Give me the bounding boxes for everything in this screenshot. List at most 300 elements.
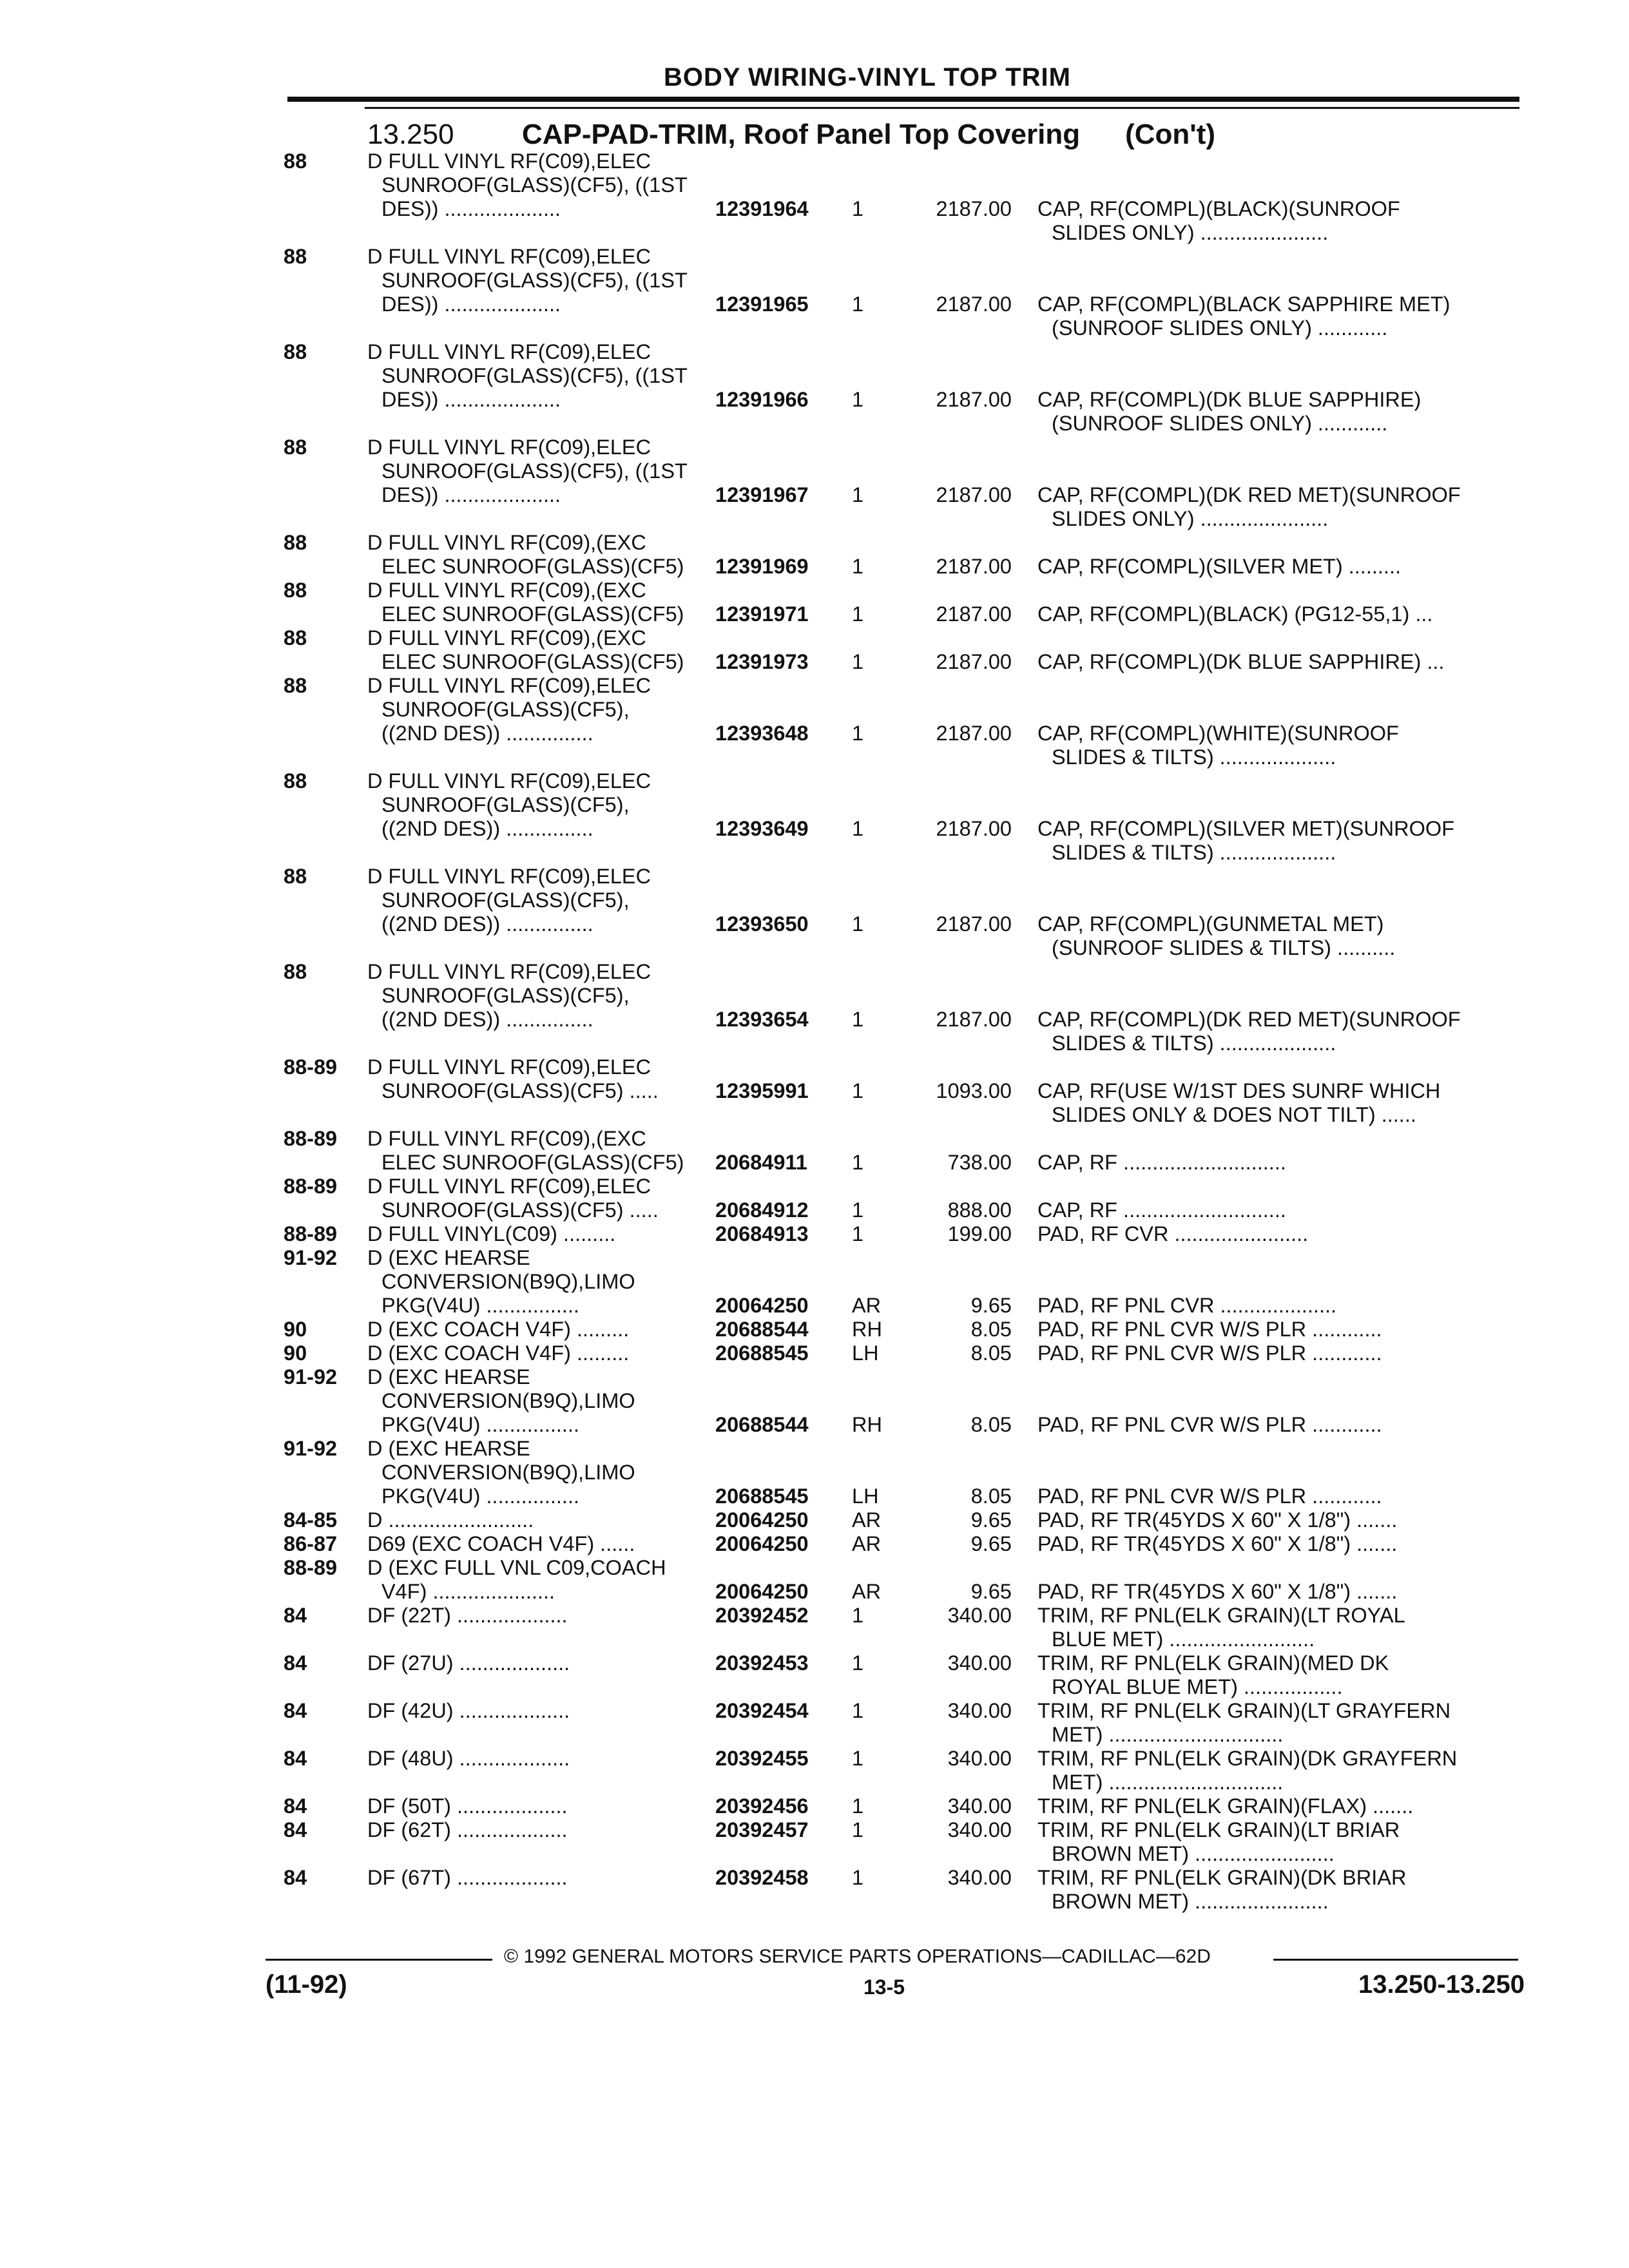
row-year: 88 <box>284 531 307 554</box>
row-description-line: DES)) .................... <box>381 483 561 506</box>
row-part-name-line: SLIDES & TILTS) .................... <box>1052 1032 1336 1055</box>
table-row <box>0 1866 1629 1914</box>
row-description-line: DF (48U) ................... <box>367 1747 570 1770</box>
row-part-name-line: TRIM, RF PNL(ELK GRAIN)(LT GRAYFERN <box>1037 1699 1451 1722</box>
row-description-line: ELEC SUNROOF(GLASS)(CF5) <box>381 650 684 673</box>
row-part-name <box>1037 722 1399 769</box>
row-part-name <box>1037 388 1421 436</box>
row-part-number: 20064250 <box>715 1532 809 1555</box>
row-price: 2187.00 <box>936 817 1012 840</box>
table-row <box>0 1437 1629 1508</box>
row-quantity: 1 <box>852 1008 864 1031</box>
row-part-name-line: CAP, RF(COMPL)(BLACK) (PG12-55,1) ... <box>1037 602 1433 626</box>
row-year: 88 <box>284 149 307 173</box>
row-description-line: ELEC SUNROOF(GLASS)(CF5) <box>381 602 684 626</box>
table-row <box>0 1318 1629 1341</box>
row-year: 88-89 <box>284 1556 338 1579</box>
row-quantity: AR <box>852 1294 882 1317</box>
row-part-number: 20688545 <box>715 1341 809 1365</box>
row-part-name-line: SLIDES ONLY) ...................... <box>1052 507 1329 530</box>
row-part-name <box>1037 1651 1389 1699</box>
row-year: 91-92 <box>284 1365 338 1389</box>
section-number: 13.250 <box>367 119 454 150</box>
row-description-line: DF (50T) ................... <box>367 1794 568 1818</box>
row-description <box>367 1246 635 1318</box>
row-quantity: 1 <box>852 1222 864 1245</box>
row-description-line: SUNROOF(GLASS)(CF5), <box>381 889 630 912</box>
row-year: 84 <box>284 1747 307 1770</box>
row-price: 340.00 <box>947 1604 1012 1627</box>
row-description <box>367 149 688 221</box>
row-description-line: ((2ND DES)) ............... <box>381 817 593 840</box>
row-part-name-line: CAP, RF(COMPL)(GUNMETAL MET) <box>1037 912 1384 936</box>
row-description <box>367 340 688 412</box>
row-price: 340.00 <box>947 1747 1012 1770</box>
row-description-line: DES)) .................... <box>381 293 561 316</box>
row-description <box>367 531 684 579</box>
row-description <box>367 1556 666 1604</box>
row-part-name-line: CAP, RF(COMPL)(DK BLUE SAPPHIRE) ... <box>1037 650 1445 673</box>
row-part-name-line: PAD, RF PNL CVR W/S PLR ............ <box>1037 1341 1382 1365</box>
row-price: 2187.00 <box>936 602 1012 626</box>
row-description <box>367 1866 568 1890</box>
row-description-line: ELEC SUNROOF(GLASS)(CF5) <box>381 555 684 578</box>
row-part-name-line: CAP, RF(COMPL)(SILVER MET)(SUNROOF <box>1037 817 1455 840</box>
table-row <box>0 674 1629 769</box>
row-description-line: D FULL VINYL RF(C09),ELEC <box>367 865 651 888</box>
row-description-line: D FULL VINYL RF(C09),ELEC <box>367 1175 651 1198</box>
row-quantity: 1 <box>852 602 864 626</box>
row-part-name-line: PAD, RF CVR ....................... <box>1037 1222 1309 1245</box>
row-description <box>367 674 651 745</box>
row-description-line: SUNROOF(GLASS)(CF5), ((1ST <box>381 173 688 197</box>
table-row <box>0 1246 1629 1318</box>
row-quantity: 1 <box>852 1151 864 1174</box>
row-description-line: ((2ND DES)) ............... <box>381 722 593 745</box>
row-part-number: 12391969 <box>715 555 809 578</box>
row-price: 8.05 <box>970 1413 1012 1436</box>
row-price: 2187.00 <box>936 1008 1012 1031</box>
row-part-name <box>1037 1485 1382 1508</box>
row-description-line: PKG(V4U) ................ <box>381 1294 580 1317</box>
row-description <box>367 579 684 626</box>
row-part-name <box>1037 817 1454 865</box>
row-part-name <box>1037 602 1432 626</box>
row-quantity: RH <box>852 1318 882 1341</box>
row-description-line: SUNROOF(GLASS)(CF5) ..... <box>381 1198 659 1222</box>
row-part-number: 20688544 <box>715 1413 809 1436</box>
row-part-number: 20392452 <box>715 1604 809 1627</box>
row-price: 888.00 <box>947 1198 1012 1222</box>
table-row <box>0 1175 1629 1222</box>
row-part-number: 20392454 <box>715 1699 809 1722</box>
row-part-number: 20064250 <box>715 1508 809 1532</box>
row-part-name <box>1037 1699 1451 1747</box>
row-part-name-line: TRIM, RF PNL(ELK GRAIN)(DK BRIAR <box>1037 1866 1407 1889</box>
row-description-line: CONVERSION(B9Q),LIMO <box>381 1461 635 1484</box>
table-row <box>0 626 1629 674</box>
row-part-name <box>1037 483 1461 531</box>
row-description-line: D FULL VINYL RF(C09),(EXC <box>367 579 646 602</box>
row-year: 88 <box>284 769 307 793</box>
row-part-name <box>1037 1222 1308 1246</box>
row-price: 9.65 <box>970 1580 1012 1603</box>
row-price: 2187.00 <box>936 197 1012 220</box>
table-row <box>0 149 1629 245</box>
table-row <box>0 436 1629 531</box>
row-year: 88 <box>284 865 307 888</box>
row-part-name <box>1037 1532 1397 1556</box>
row-quantity: LH <box>852 1341 879 1365</box>
row-description-line: D ......................... <box>367 1508 534 1532</box>
row-part-name-line: PAD, RF TR(45YDS X 60" X 1/8") ....... <box>1037 1508 1398 1532</box>
row-part-number: 20688544 <box>715 1318 809 1341</box>
row-part-name <box>1037 1008 1461 1055</box>
row-year: 91-92 <box>284 1246 338 1269</box>
row-description <box>367 1222 615 1246</box>
row-description-line: DF (67T) ................... <box>367 1866 568 1889</box>
row-year: 88-89 <box>284 1222 338 1245</box>
footer-page-number: 13-5 <box>863 1975 905 1999</box>
row-year: 88 <box>284 340 307 363</box>
row-description-line: CONVERSION(B9Q),LIMO <box>381 1389 635 1412</box>
row-quantity: 1 <box>852 1651 864 1675</box>
row-quantity: 1 <box>852 1818 864 1841</box>
row-description <box>367 1127 684 1175</box>
row-quantity: 1 <box>852 1604 864 1627</box>
row-part-name-line: CAP, RF(COMPL)(DK RED MET)(SUNROOF <box>1037 483 1461 506</box>
row-year: 88-89 <box>284 1175 338 1198</box>
table-row <box>0 769 1629 865</box>
row-description-line: D FULL VINYL RF(C09),ELEC <box>367 1055 651 1079</box>
row-description-line: D FULL VINYL RF(C09),ELEC <box>367 149 651 173</box>
row-part-name <box>1037 650 1444 674</box>
row-year: 90 <box>284 1341 307 1365</box>
row-part-name-line: SLIDES & TILTS) .................... <box>1052 745 1336 769</box>
row-year: 88 <box>284 579 307 602</box>
row-description <box>367 1604 568 1628</box>
row-part-name-line: SLIDES ONLY & DOES NOT TILT) ...... <box>1052 1103 1416 1126</box>
row-description-line: ((2ND DES)) ............... <box>381 912 593 936</box>
table-row <box>0 1341 1629 1365</box>
row-quantity: AR <box>852 1532 882 1555</box>
row-part-name-line: PAD, RF TR(45YDS X 60" X 1/8") ....... <box>1037 1532 1398 1555</box>
row-description-line: DES)) .................... <box>381 388 561 411</box>
row-description-line: D FULL VINYL RF(C09),ELEC <box>367 340 651 363</box>
row-year: 88-89 <box>284 1127 338 1150</box>
row-part-name-line: SLIDES & TILTS) .................... <box>1052 841 1336 864</box>
row-quantity: 1 <box>852 1794 864 1818</box>
row-part-name <box>1037 1794 1413 1818</box>
row-part-name-line: TRIM, RF PNL(ELK GRAIN)(FLAX) ....... <box>1037 1794 1414 1818</box>
row-year: 88 <box>284 960 307 983</box>
row-description-line: D (EXC COACH V4F) ......... <box>367 1341 630 1365</box>
row-price: 9.65 <box>970 1532 1012 1555</box>
row-part-name-line: BROWN MET) ........................ <box>1052 1842 1335 1865</box>
row-year: 88-89 <box>284 1055 338 1079</box>
row-description-line: D FULL VINYL RF(C09),(EXC <box>367 1127 646 1150</box>
row-quantity: 1 <box>852 555 864 578</box>
row-quantity: 1 <box>852 197 864 220</box>
row-part-name <box>1037 1151 1286 1175</box>
row-price: 738.00 <box>947 1151 1012 1174</box>
section-title: CAP-PAD-TRIM, Roof Panel Top Covering <box>522 119 1081 150</box>
row-part-name <box>1037 1413 1382 1437</box>
row-quantity: 1 <box>852 817 864 840</box>
row-description <box>367 1055 659 1103</box>
row-description <box>367 1651 570 1675</box>
row-description-line: SUNROOF(GLASS)(CF5), <box>381 698 630 721</box>
row-quantity: 1 <box>852 293 864 316</box>
row-year: 84 <box>284 1794 307 1818</box>
row-description-line: D FULL VINYL RF(C09),ELEC <box>367 769 651 793</box>
row-description-line: D (EXC FULL VNL C09,COACH <box>367 1556 666 1579</box>
row-quantity: 1 <box>852 1866 864 1889</box>
row-description-line: D (EXC HEARSE <box>367 1365 530 1389</box>
row-description-line: DF (42U) ................... <box>367 1699 570 1722</box>
table-row <box>0 1794 1629 1818</box>
row-year: 88 <box>284 674 307 697</box>
row-description <box>367 1532 635 1556</box>
row-description-line: D FULL VINYL RF(C09),ELEC <box>367 674 651 697</box>
row-description <box>367 1508 534 1532</box>
row-year: 88 <box>284 245 307 268</box>
row-description <box>367 960 651 1032</box>
row-part-name <box>1037 555 1401 579</box>
table-row <box>0 531 1629 579</box>
table-row <box>0 1532 1629 1556</box>
footer-rule-right <box>1273 1959 1518 1961</box>
row-part-number: 20064250 <box>715 1294 809 1317</box>
row-price: 2187.00 <box>936 388 1012 411</box>
row-price: 8.05 <box>970 1318 1012 1341</box>
row-description-line: D FULL VINYL RF(C09),(EXC <box>367 531 646 554</box>
row-part-number: 20684913 <box>715 1222 809 1245</box>
row-quantity: LH <box>852 1485 879 1508</box>
row-part-name-line: PAD, RF TR(45YDS X 60" X 1/8") ....... <box>1037 1580 1398 1603</box>
row-part-name-line: (SUNROOF SLIDES & TILTS) .......... <box>1052 936 1396 959</box>
table-row <box>0 1604 1629 1651</box>
footer-copyright: © 1992 GENERAL MOTORS SERVICE PARTS OPERATIONS—CADILLAC—62D <box>504 1946 1211 1967</box>
row-description-line: D (EXC HEARSE <box>367 1437 530 1460</box>
table-row <box>0 960 1629 1055</box>
row-price: 8.05 <box>970 1485 1012 1508</box>
row-part-number: 20392453 <box>715 1651 809 1675</box>
row-part-number: 12391967 <box>715 483 809 506</box>
row-part-name <box>1037 1604 1405 1651</box>
row-part-name-line: CAP, RF(COMPL)(DK BLUE SAPPHIRE) <box>1037 388 1422 411</box>
row-description-line: D69 (EXC COACH V4F) ...... <box>367 1532 635 1555</box>
row-quantity: 1 <box>852 650 864 673</box>
row-quantity: 1 <box>852 722 864 745</box>
row-part-number: 12391964 <box>715 197 809 220</box>
row-year: 86-87 <box>284 1532 338 1555</box>
row-part-name <box>1037 1747 1457 1794</box>
row-part-name <box>1037 1079 1440 1127</box>
row-description <box>367 1175 659 1222</box>
row-part-name-line: TRIM, RF PNL(ELK GRAIN)(DK GRAYFERN <box>1037 1747 1458 1770</box>
row-description <box>367 769 651 841</box>
row-part-name-line: CAP, RF ............................ <box>1037 1198 1286 1222</box>
row-description <box>367 1365 635 1437</box>
row-part-number: 20684912 <box>715 1198 809 1222</box>
row-part-number: 20684911 <box>715 1151 807 1174</box>
row-part-name-line: CAP, RF ............................ <box>1037 1151 1286 1174</box>
row-quantity: 1 <box>852 1699 864 1722</box>
row-price: 2187.00 <box>936 912 1012 936</box>
row-price: 340.00 <box>947 1794 1012 1818</box>
row-year: 84 <box>284 1866 307 1889</box>
row-part-name-line: TRIM, RF PNL(ELK GRAIN)(LT BRIAR <box>1037 1818 1400 1841</box>
row-price: 199.00 <box>947 1222 1012 1245</box>
row-description-line: D FULL VINYL(C09) ......... <box>367 1222 616 1245</box>
footer-date: (11-92) <box>265 1970 347 1999</box>
row-price: 8.05 <box>970 1341 1012 1365</box>
row-description-line: SUNROOF(GLASS)(CF5), ((1ST <box>381 364 688 387</box>
row-description-line: V4F) ..................... <box>381 1580 555 1603</box>
row-year: 84 <box>284 1818 307 1841</box>
row-description-line: SUNROOF(GLASS)(CF5), <box>381 793 630 816</box>
row-part-name <box>1037 1580 1397 1604</box>
table-row <box>0 1127 1629 1175</box>
row-part-name <box>1037 1508 1397 1532</box>
row-year: 90 <box>284 1318 307 1341</box>
table-row <box>0 1508 1629 1532</box>
row-year: 84 <box>284 1604 307 1627</box>
row-description <box>367 865 651 936</box>
row-part-name <box>1037 293 1450 340</box>
footer-section-range: 13.250-13.250 <box>1358 1970 1525 1999</box>
table-row <box>0 245 1629 340</box>
row-description-line: PKG(V4U) ................ <box>381 1485 580 1508</box>
row-part-name-line: (SUNROOF SLIDES ONLY) ............ <box>1052 316 1388 340</box>
row-part-number: 20392457 <box>715 1818 809 1841</box>
row-part-number: 20064250 <box>715 1580 809 1603</box>
row-description <box>367 436 688 507</box>
row-price: 2187.00 <box>936 483 1012 506</box>
row-description-line: SUNROOF(GLASS)(CF5), ((1ST <box>381 269 688 292</box>
row-description <box>367 626 684 674</box>
row-part-name-line: SLIDES ONLY) ...................... <box>1052 221 1329 244</box>
row-part-number: 12393654 <box>715 1008 809 1031</box>
row-description <box>367 1794 568 1818</box>
row-quantity: 1 <box>852 1079 864 1102</box>
row-part-number: 20392458 <box>715 1866 809 1889</box>
row-part-name-line: MET) .............................. <box>1052 1723 1284 1746</box>
row-price: 2187.00 <box>936 555 1012 578</box>
row-description-line: D FULL VINYL RF(C09),ELEC <box>367 436 651 459</box>
row-description-line: DES)) .................... <box>381 197 561 220</box>
table-row <box>0 865 1629 960</box>
row-part-name-line: BROWN MET) ....................... <box>1052 1890 1329 1913</box>
row-description <box>367 1318 629 1341</box>
row-description-line: PKG(V4U) ................ <box>381 1413 580 1436</box>
row-price: 9.65 <box>970 1508 1012 1532</box>
row-price: 340.00 <box>947 1866 1012 1889</box>
row-quantity: 1 <box>852 1747 864 1770</box>
row-part-name <box>1037 197 1400 245</box>
table-row <box>0 340 1629 436</box>
table-row <box>0 1055 1629 1127</box>
row-description <box>367 1437 635 1508</box>
row-year: 88 <box>284 626 307 649</box>
footer-rule-left <box>265 1959 492 1961</box>
row-year: 84-85 <box>284 1508 338 1532</box>
table-row <box>0 1818 1629 1866</box>
row-part-number: 12393649 <box>715 817 809 840</box>
row-description-line: SUNROOF(GLASS)(CF5) ..... <box>381 1079 659 1102</box>
row-price: 2187.00 <box>936 650 1012 673</box>
row-description-line: D FULL VINYL RF(C09),(EXC <box>367 626 646 649</box>
row-quantity: 1 <box>852 912 864 936</box>
row-part-name-line: TRIM, RF PNL(ELK GRAIN)(LT ROYAL <box>1037 1604 1405 1627</box>
row-part-name <box>1037 1341 1382 1365</box>
row-price: 1093.00 <box>936 1079 1012 1102</box>
row-part-number: 20688545 <box>715 1485 809 1508</box>
table-row <box>0 1222 1629 1246</box>
row-description-line: D (EXC HEARSE <box>367 1246 530 1269</box>
row-part-number: 12395991 <box>715 1079 809 1102</box>
row-quantity: 1 <box>852 483 864 506</box>
row-part-number: 20392456 <box>715 1794 809 1818</box>
row-part-name-line: (SUNROOF SLIDES ONLY) ............ <box>1052 412 1388 435</box>
row-part-number: 12393650 <box>715 912 809 936</box>
row-part-name-line: PAD, RF PNL CVR .................... <box>1037 1294 1337 1317</box>
row-description-line: DF (62T) ................... <box>367 1818 568 1841</box>
row-part-name-line: CAP, RF(USE W/1ST DES SUNRF WHICH <box>1037 1079 1441 1102</box>
table-row <box>0 1365 1629 1437</box>
row-part-number: 12391966 <box>715 388 809 411</box>
row-description-line: D FULL VINYL RF(C09),ELEC <box>367 245 651 268</box>
row-year: 84 <box>284 1651 307 1675</box>
row-part-name <box>1037 1318 1382 1341</box>
row-part-number: 12393648 <box>715 722 809 745</box>
row-description-line: CONVERSION(B9Q),LIMO <box>381 1270 635 1293</box>
row-price: 340.00 <box>947 1699 1012 1722</box>
row-year: 88 <box>284 436 307 459</box>
row-description <box>367 1818 568 1842</box>
row-part-name <box>1037 1294 1336 1318</box>
row-price: 2187.00 <box>936 293 1012 316</box>
row-price: 2187.00 <box>936 722 1012 745</box>
section-continued: (Con't) <box>1125 119 1216 150</box>
row-description <box>367 1747 570 1771</box>
row-part-name-line: CAP, RF(COMPL)(DK RED MET)(SUNROOF <box>1037 1008 1461 1031</box>
row-quantity: AR <box>852 1508 882 1532</box>
row-part-name <box>1037 1866 1406 1914</box>
row-part-name <box>1037 1198 1286 1222</box>
row-part-name-line: PAD, RF PNL CVR W/S PLR ............ <box>1037 1318 1382 1341</box>
row-part-name-line: CAP, RF(COMPL)(BLACK SAPPHIRE MET) <box>1037 293 1451 316</box>
table-row <box>0 1699 1629 1747</box>
row-description-line: D (EXC COACH V4F) ......... <box>367 1318 630 1341</box>
row-part-name-line: PAD, RF PNL CVR W/S PLR ............ <box>1037 1485 1382 1508</box>
row-part-name-line: CAP, RF(COMPL)(SILVER MET) ......... <box>1037 555 1402 578</box>
table-row <box>0 579 1629 626</box>
row-part-name <box>1037 912 1395 960</box>
row-part-name-line: CAP, RF(COMPL)(WHITE)(SUNROOF <box>1037 722 1399 745</box>
row-description-line: DF (22T) ................... <box>367 1604 568 1627</box>
row-description-line: ELEC SUNROOF(GLASS)(CF5) <box>381 1151 684 1174</box>
row-price: 340.00 <box>947 1651 1012 1675</box>
row-part-name-line: TRIM, RF PNL(ELK GRAIN)(MED DK <box>1037 1651 1389 1675</box>
row-description-line: SUNROOF(GLASS)(CF5), <box>381 984 630 1007</box>
row-part-name-line: CAP, RF(COMPL)(BLACK)(SUNROOF <box>1037 197 1400 220</box>
row-part-name-line: BLUE MET) ......................... <box>1052 1628 1315 1651</box>
row-description <box>367 1341 629 1365</box>
row-description-line: ((2ND DES)) ............... <box>381 1008 593 1031</box>
row-part-name-line: ROYAL BLUE MET) ................. <box>1052 1675 1343 1698</box>
